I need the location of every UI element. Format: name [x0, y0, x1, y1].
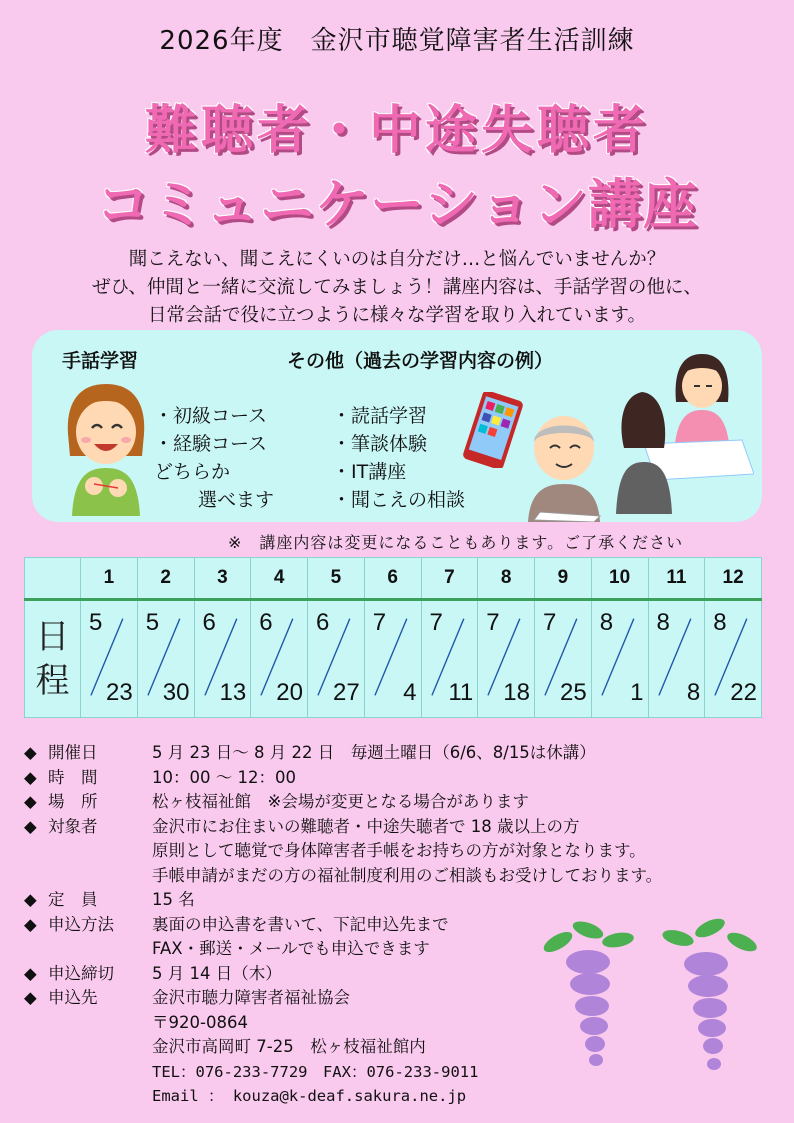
session-date	[592, 601, 648, 717]
list-item: ・経験コース	[154, 433, 268, 455]
date-day: 18	[503, 679, 530, 706]
date-cell	[478, 600, 535, 718]
date-day: 1	[630, 679, 644, 706]
session-number: 5	[308, 558, 365, 600]
diamond-bullet-icon: ◆	[24, 767, 37, 787]
detail-value: 15 名	[152, 890, 195, 909]
smartphone-illustration	[458, 392, 528, 468]
session-date-row	[25, 600, 762, 718]
date-day: 30	[162, 679, 190, 706]
session-date	[81, 601, 137, 717]
detail-key: 申込先	[48, 988, 98, 1007]
session-date	[195, 601, 251, 717]
date-day: 13	[219, 679, 247, 706]
date-cell	[648, 600, 705, 718]
detail-key: 対象者	[48, 816, 98, 836]
session-number: 1	[81, 558, 138, 600]
list-item: 選べます	[198, 489, 275, 511]
detail-value: 裏面の申込書を書いて、下記申込先まで	[152, 914, 449, 934]
detail-row-capacity	[24, 888, 794, 913]
diamond-bullet-icon: ◆	[24, 963, 37, 983]
schedule-table	[24, 557, 762, 718]
session-date	[422, 601, 478, 717]
session-number: 2	[137, 558, 194, 600]
date-month: 8	[713, 609, 727, 636]
diamond-bullet-icon: ◆	[24, 816, 37, 836]
contact-email-link[interactable]: Email ： kouza@k-deaf.sakura.ne.jp	[152, 1087, 467, 1105]
session-date	[649, 601, 705, 717]
contact-phone-fax: TEL：076-233-7729 FAX：076-233-9011	[152, 1062, 479, 1081]
date-month: 5	[145, 609, 160, 636]
date-cell	[251, 600, 308, 718]
session-date	[365, 601, 421, 717]
intro-line: ぜひ、仲間と一緒に交流してみましょう！講座内容は、手話学習の他に、	[92, 277, 702, 298]
list-item: ・初級コース	[154, 405, 268, 427]
date-day: 25	[560, 679, 587, 706]
date-month: 7	[486, 609, 500, 636]
detail-value: 手帳申請がまだの方の福祉制度利用のご相談もお受けしております。	[152, 865, 663, 885]
change-notice: ※ 講座内容は変更になることもあります。ご了承ください	[228, 533, 684, 552]
date-cell	[308, 600, 365, 718]
detail-value: 金沢市にお住まいの難聴者・中途失聴者で 18 歳以上の方	[152, 816, 580, 836]
detail-key: 申込締切	[48, 963, 114, 983]
date-day: 22	[730, 679, 757, 706]
date-month: 6	[316, 609, 330, 636]
session-number: 7	[421, 558, 478, 600]
title-line-1: 難聴者・中途失聴者	[144, 101, 649, 161]
date-day: 11	[448, 679, 474, 706]
detail-value: 5 月 23 日～ 8 月 22 日 毎週土曜日（6/6、8/15は休講）	[152, 743, 596, 762]
other-topics-label: その他（過去の学習内容の例）	[287, 350, 554, 372]
conversation-illustration	[614, 344, 754, 514]
intro-line: 聞こえない、聞こえにくいのは自分だけ…と悩んでいませんか？	[128, 249, 666, 270]
session-number: 10	[591, 558, 648, 600]
sign-course-list	[154, 402, 274, 514]
detail-row-venue	[24, 790, 794, 815]
detail-row-eligibility	[24, 815, 794, 889]
detail-value-group	[152, 815, 794, 889]
session-number: 8	[478, 558, 535, 600]
date-month: 8	[656, 609, 670, 636]
contact-postal: 〒920-0864	[152, 1012, 248, 1032]
diamond-bullet-icon: ◆	[24, 988, 37, 1007]
diamond-bullet-icon: ◆	[24, 890, 37, 909]
date-day: 27	[333, 679, 360, 706]
corner-cell	[25, 558, 81, 600]
list-item: ・聞こえの相談	[332, 489, 466, 511]
detail-key: 開催日	[48, 743, 98, 762]
diamond-bullet-icon: ◆	[24, 743, 37, 762]
wisteria-illustration	[528, 912, 768, 1092]
date-cell	[81, 600, 138, 718]
session-date	[138, 601, 194, 717]
session-date	[251, 601, 307, 717]
list-item: ・読話学習	[332, 405, 428, 427]
contact-address: 金沢市高岡町 7-25 松ヶ枝福祉館内	[152, 1037, 426, 1056]
date-month: 6	[202, 609, 216, 636]
content-box	[32, 330, 762, 522]
date-cell	[535, 600, 592, 718]
detail-key: 定 員	[48, 890, 98, 909]
diamond-bullet-icon: ◆	[24, 792, 37, 811]
list-item: どちらか	[154, 461, 231, 483]
session-number: 12	[705, 558, 762, 600]
detail-value: 10：00 ～ 12：00	[152, 767, 296, 787]
date-day: 20	[276, 679, 303, 706]
session-number: 3	[194, 558, 251, 600]
date-month: 5	[89, 609, 103, 636]
date-day: 4	[403, 679, 417, 706]
elderly-man-writing-illustration	[520, 404, 610, 522]
detail-key: 申込方法	[48, 914, 114, 934]
detail-value: 5 月 14 日（木）	[152, 963, 282, 983]
detail-row-dates	[24, 741, 794, 766]
other-topics-list	[332, 402, 465, 514]
session-date	[478, 601, 534, 717]
contact-org: 金沢市聴力障害者福祉協会	[152, 988, 350, 1007]
session-date	[705, 601, 761, 717]
signing-girl-illustration	[58, 376, 154, 516]
date-cell	[364, 600, 421, 718]
list-item: ・IT講座	[332, 461, 407, 483]
date-month: 7	[543, 609, 557, 636]
session-number: 4	[251, 558, 308, 600]
detail-key: 場 所	[48, 792, 98, 811]
detail-value: 松ヶ枝福祉館 ※会場が変更となる場合があります	[152, 792, 529, 811]
schedule-row-label	[25, 600, 81, 718]
date-cell	[194, 600, 251, 718]
session-date	[535, 601, 591, 717]
detail-value: FAX・郵送・メールでも申込できます	[152, 939, 430, 958]
session-number-row	[25, 558, 762, 600]
session-number: 11	[648, 558, 705, 600]
session-number: 6	[364, 558, 421, 600]
date-month: 7	[372, 609, 387, 636]
diamond-bullet-icon: ◆	[24, 914, 37, 934]
intro-line: 日常会話で役に立つように様々な学習を取り入れています。	[147, 305, 647, 326]
date-month: 7	[429, 609, 443, 636]
detail-key: 時 間	[48, 767, 98, 787]
date-cell	[591, 600, 648, 718]
intro-text	[0, 246, 794, 330]
row-label-char: 日	[35, 617, 70, 657]
session-number: 9	[535, 558, 592, 600]
date-cell	[705, 600, 762, 718]
sign-language-label: 手話学習	[62, 350, 139, 372]
date-month: 8	[599, 609, 614, 636]
session-date	[308, 601, 364, 717]
date-cell	[137, 600, 194, 718]
detail-value: 原則として聴覚で身体障害者手帳をお持ちの方が対象となります。	[152, 841, 646, 860]
subtitle: 2026年度 金沢市聴覚障害者生活訓練	[159, 26, 635, 56]
detail-row-time	[24, 766, 794, 791]
list-item: ・筆談体験	[332, 433, 428, 455]
date-day: 23	[106, 679, 133, 706]
title-line-2: コミュニケーション講座	[96, 173, 698, 236]
date-day: 8	[686, 679, 701, 706]
date-cell	[421, 600, 478, 718]
row-label-char: 程	[35, 661, 70, 701]
date-month: 6	[259, 609, 273, 636]
